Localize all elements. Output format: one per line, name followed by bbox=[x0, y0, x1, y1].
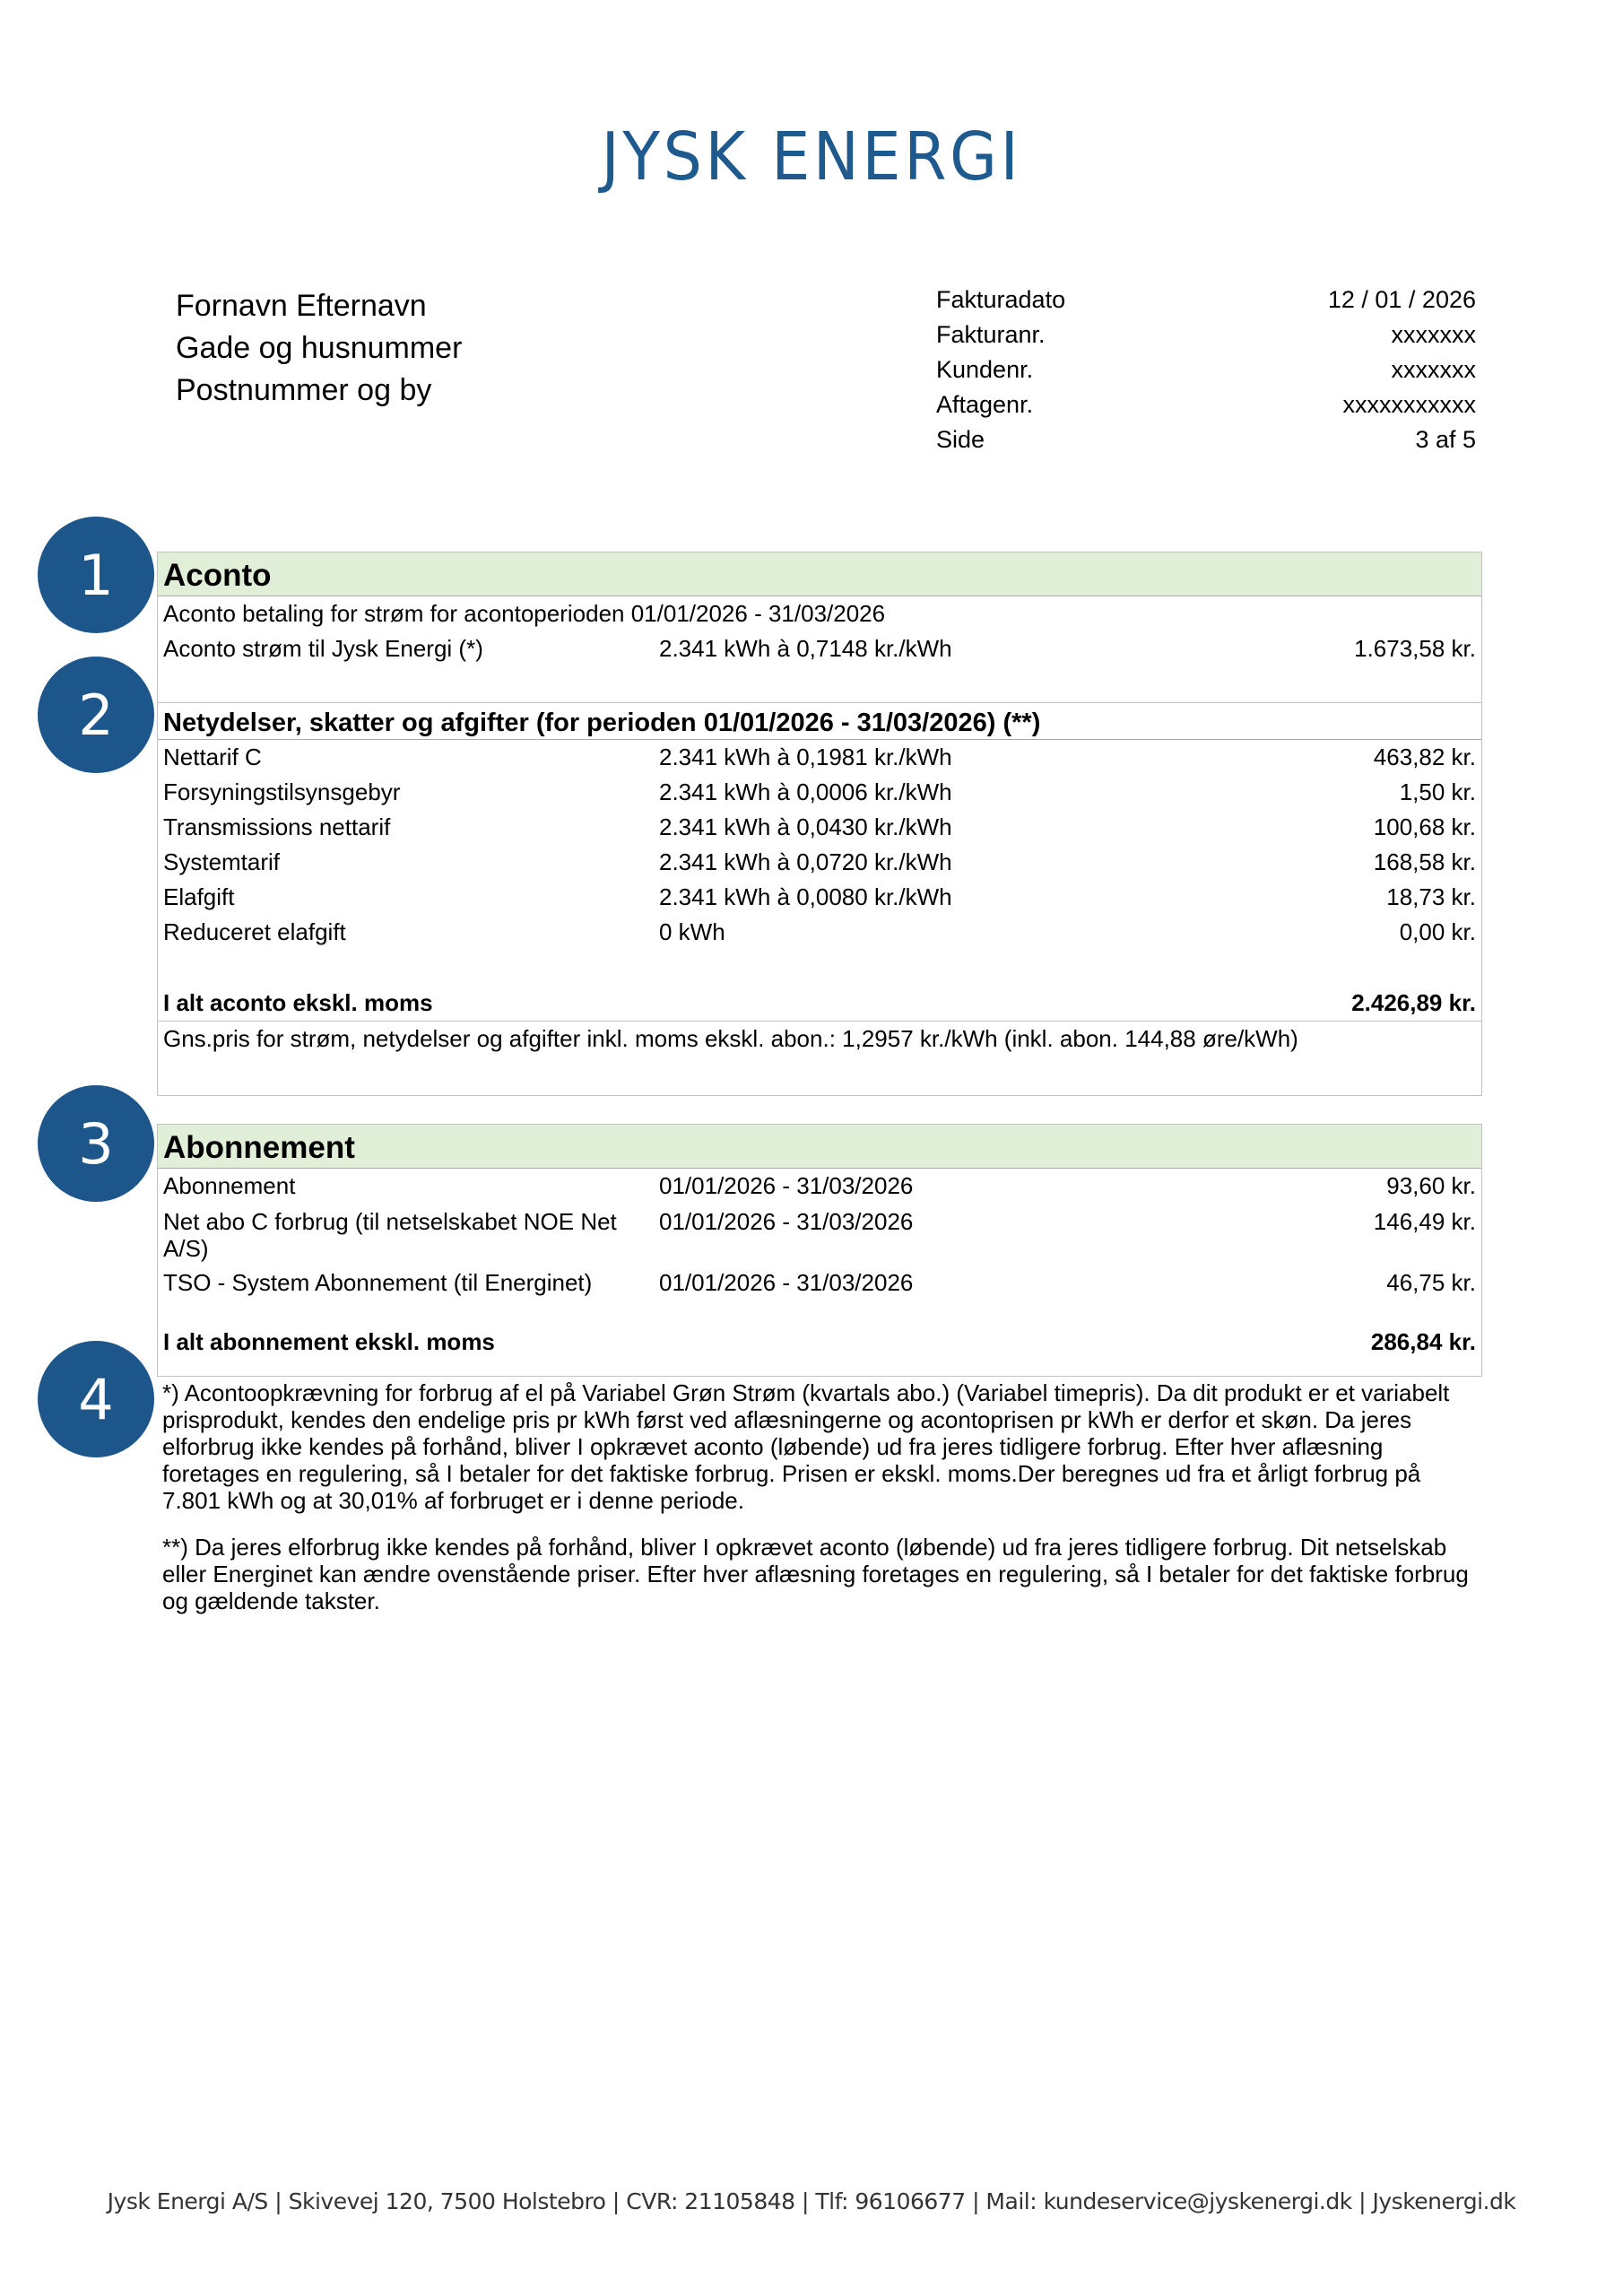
marker-4: 4 bbox=[38, 1341, 154, 1457]
table-row bbox=[158, 1169, 1481, 1204]
row-amount: 0,00 kr. bbox=[1399, 918, 1476, 945]
table-row bbox=[158, 880, 1481, 915]
row-detail: 01/01/2026 - 31/03/2026 bbox=[659, 1172, 914, 1199]
company-logo: JYSK ENERGI bbox=[601, 118, 1022, 196]
row-amount: 100,68 kr. bbox=[1373, 813, 1476, 840]
row-detail: 2.341 kWh à 0,7148 kr./kWh bbox=[659, 635, 952, 662]
avg-price-text: Gns.pris for strøm, netydelser og afgifter inkl. moms ekskl. abon.: 1,2957 kr./kWh (inkl. abon. 144,88 øre/kWh) bbox=[163, 1025, 1298, 1052]
row-detail: 2.341 kWh à 0,0080 kr./kWh bbox=[659, 883, 952, 910]
total-amount: 2.426,89 kr. bbox=[1351, 989, 1476, 1016]
footnote-aconto: *) Acontoopkrævning for forbrug af el på Variabel Grøn Strøm (kvartals abo.) (Variabel timepris). Da dit produkt er et variabelt prisprodukt, kendes den endelige pris pr kWh først ved aflæsningerne og acontoprisen pr kWh er derfor et skøn. Da jeres elforbrug ikke kendes på forhånd, bliver I opkrævet aconto (løbende) ud fra jeres tidligere forbrug. Efter hver aflæsning foretages en regulering, så I betaler for det faktiske forbrug. Prisen er ekskl. moms.Der beregnes ud fra et årligt forbrug på 7.801 kWh og at 30,01% af forbruget er i denne periode. bbox=[162, 1379, 1450, 1514]
row-detail: 2.341 kWh à 0,0430 kr./kWh bbox=[659, 813, 952, 840]
total-label: I alt abonnement ekskl. moms bbox=[163, 1328, 495, 1355]
row-label: Elafgift bbox=[163, 883, 235, 910]
row-amount: 1.673,58 kr. bbox=[1354, 635, 1476, 662]
footnote-netydelser: **) Da jeres elforbrug ikke kendes på forhånd, bliver I opkrævet aconto (løbende) ud fra jeres tidligere forbrug. Dit netselskab eller Energinet kan ændre ovenstående priser. Efter hver aflæsning foretages en regulering, så I betaler for det faktiske forbrug og gældende takster. bbox=[162, 1534, 1469, 1614]
table-row bbox=[158, 810, 1481, 845]
aconto-total-row bbox=[158, 986, 1481, 1022]
row-detail: 01/01/2026 - 31/03/2026 bbox=[659, 1208, 914, 1235]
aconto-period bbox=[158, 596, 1481, 631]
row-amount: 93,60 kr. bbox=[1386, 1172, 1476, 1199]
row-detail: 2.341 kWh à 0,0006 kr./kWh bbox=[659, 778, 952, 805]
row-detail: 0 kWh bbox=[659, 918, 725, 945]
meta-label: Aftagenr. bbox=[936, 391, 1034, 418]
meta-label: Kundenr. bbox=[936, 356, 1034, 383]
recipient-address bbox=[176, 285, 462, 412]
total-amount: 286,84 kr. bbox=[1370, 1328, 1476, 1355]
meta-value: 12 / 01 / 2026 bbox=[1327, 286, 1476, 313]
row-amount: 1,50 kr. bbox=[1399, 778, 1476, 805]
recipient-street: Gade og husnummer bbox=[176, 331, 463, 365]
table-row bbox=[158, 1262, 1481, 1300]
meta-row-invoice-number bbox=[936, 317, 1476, 352]
marker-1: 1 bbox=[38, 517, 154, 633]
row-label: Transmissions nettarif bbox=[163, 813, 391, 840]
meta-value: xxxxxxx bbox=[1391, 356, 1476, 383]
row-amount: 18,73 kr. bbox=[1386, 883, 1476, 910]
recipient-name: Fornavn Efternavn bbox=[176, 289, 427, 323]
meta-value: 3 af 5 bbox=[1415, 426, 1476, 453]
abonnement-title: Abonnement bbox=[158, 1125, 1481, 1169]
abonnement-total-row bbox=[158, 1325, 1481, 1360]
marker-2: 2 bbox=[38, 657, 154, 773]
row-detail: 2.341 kWh à 0,1981 kr./kWh bbox=[659, 744, 952, 770]
meta-row-invoice-date bbox=[936, 283, 1476, 317]
row-label: TSO - System Abonnement (til Energinet) bbox=[163, 1269, 593, 1296]
marker-3: 3 bbox=[38, 1085, 154, 1202]
row-label: Systemtarif bbox=[163, 848, 281, 875]
abonnement-section bbox=[157, 1124, 1482, 1377]
row-amount: 168,58 kr. bbox=[1373, 848, 1476, 875]
meta-row-page bbox=[936, 422, 1476, 457]
meta-row-customer-number bbox=[936, 352, 1476, 387]
avg-price-row bbox=[158, 1022, 1481, 1057]
table-row bbox=[158, 775, 1481, 810]
row-amount: 146,49 kr. bbox=[1373, 1208, 1476, 1235]
row-label: Reduceret elafgift bbox=[163, 918, 346, 945]
meta-row-installation-number bbox=[936, 387, 1476, 422]
row-detail: 01/01/2026 - 31/03/2026 bbox=[659, 1269, 914, 1296]
recipient-city: Postnummer og by bbox=[176, 373, 432, 407]
row-detail: 2.341 kWh à 0,0720 kr./kWh bbox=[659, 848, 952, 875]
row-amount: 46,75 kr. bbox=[1386, 1269, 1476, 1296]
row-label: Net abo C forbrug (til netselskabet NOE Net A/S) bbox=[163, 1208, 617, 1262]
table-row bbox=[158, 845, 1481, 880]
row-amount: 463,82 kr. bbox=[1373, 744, 1476, 770]
meta-value: xxxxxxxxxxx bbox=[1342, 391, 1476, 418]
row-label: Nettarif C bbox=[163, 744, 262, 770]
table-row bbox=[158, 1204, 1481, 1262]
meta-label: Side bbox=[936, 426, 985, 453]
aconto-section bbox=[157, 552, 1482, 1096]
table-row bbox=[158, 631, 1481, 666]
table-row bbox=[158, 740, 1481, 775]
invoice-meta bbox=[936, 283, 1476, 457]
row-label: Aconto strøm til Jysk Energi (*) bbox=[163, 635, 483, 662]
aconto-period-text: Aconto betaling for strøm for acontoperioden 01/01/2026 - 31/03/2026 bbox=[163, 600, 886, 627]
meta-label: Fakturanr. bbox=[936, 321, 1046, 348]
meta-label: Fakturadato bbox=[936, 286, 1066, 313]
meta-value: xxxxxxx bbox=[1391, 321, 1476, 348]
netydelser-title: Netydelser, skatter og afgifter (for perioden 01/01/2026 - 31/03/2026) (**) bbox=[158, 702, 1481, 740]
row-label: Abonnement bbox=[163, 1172, 296, 1199]
total-label: I alt aconto ekskl. moms bbox=[163, 989, 433, 1016]
page-footer: Jysk Energi A/S | Skivevej 120, 7500 Holstebro | CVR: 21105848 | Tlf: 96106677 | Mail: kundeservice@jyskenergi.dk | Jyskenergi.dk bbox=[107, 2188, 1516, 2214]
row-label: Forsyningstilsynsgebyr bbox=[163, 778, 401, 805]
table-row bbox=[158, 915, 1481, 950]
aconto-title: Aconto bbox=[158, 552, 1481, 596]
